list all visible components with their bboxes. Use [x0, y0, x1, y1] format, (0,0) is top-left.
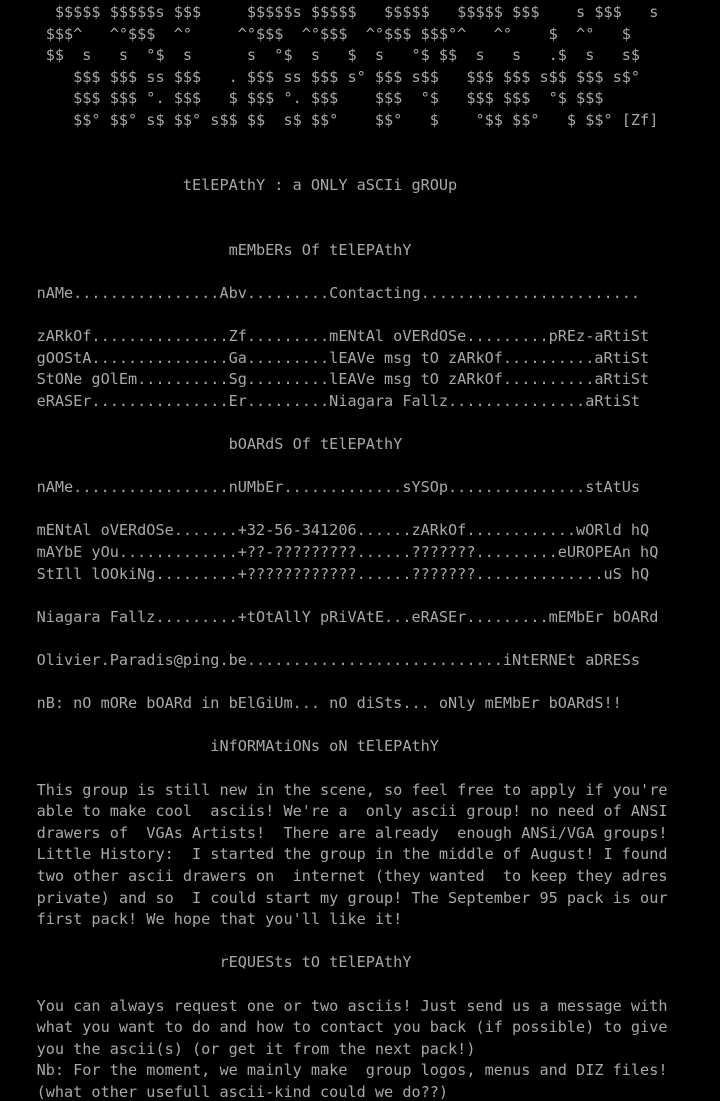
text-line: two other ascii drawers on internet (they wanted to keep they adres: [0, 867, 668, 885]
text-line: what you want to do and how to contact you back (if possible) to give: [0, 1018, 668, 1037]
text-line: private) and so I could start my group! The September 95 pack is our: [0, 888, 668, 907]
text-line: mEMbERs Of tElEPAthY: [0, 240, 412, 259]
text-line: (what other usefull ascii-kind could we do??): [0, 1083, 449, 1101]
text-line: nAMe................Abv.........Contacting........................: [0, 283, 641, 302]
text-line: tElEPAthY : a ONLY aSCIi gROUp: [0, 175, 458, 194]
text-line: Little History: I started the group in the middle of August! I found: [0, 845, 668, 864]
text-line: zARkOf...............Zf.........mENtAl oVERdOSe.........pREz-aRtiSt: [0, 327, 650, 345]
text-line: able to make cool asciis! We're a only ascii group! no need of ANSI: [0, 802, 668, 821]
text-line: $$° $$° s$ $$° s$$ $$ s$ $$° $$° $ °$$ $$° $ $$° [Zf]: [0, 111, 659, 129]
text-line: This group is still new in the scene, so feel free to apply if you're: [0, 780, 668, 799]
text-line: first pack! We hope that you'll like it!: [0, 910, 403, 929]
text-line: Nb: For the moment, we mainly make group logos, menus and DIZ files!: [0, 1061, 668, 1080]
text-line: you the ascii(s) (or get it from the next pack!): [0, 1039, 476, 1058]
text-line: $$$ $$$ ss $$$ . $$$ ss $$$ s° $$$ s$$ $$$ $$$ s$$ $$$ s$°: [0, 67, 641, 86]
text-line: drawers of VGAs Artists! There are already enough ANSi/VGA groups!: [0, 823, 668, 842]
text-line: rEQUESts tO tElEPAthY: [0, 953, 412, 972]
text-line: mAYbE yOu.............+??-?????????......???????.........eUROPEAn hQ: [0, 543, 659, 561]
text-line: You can always request one or two asciis! Just send us a message with: [0, 996, 668, 1015]
text-line: $$$$$ $$$$$s $$$ $$$$$s $$$$$ $$$$$ $$$$$ $$$ s $$$ s: [0, 3, 659, 21]
text-line: $$$^ ^°$$$ ^° ^°$$$ ^°$$$ ^°$$$ $$$°^ ^° $ ^° $: [0, 24, 631, 43]
text-line: iNfORMAtiONs oN tElEPAthY: [0, 737, 439, 756]
text-line: $$ s s °$ s s °$ s $ s °$ $$ s s .$ s s$: [0, 46, 641, 65]
text-line: nAMe.................nUMbEr.............sYSOp...............stAtUs: [0, 478, 641, 497]
text-line: eRASEr...............Er.........Niagara Fallz...............aRtiSt: [0, 391, 641, 410]
text-line: StONe gOlEm..........Sg.........lEAVe msg tO zARkOf..........aRtiSt: [0, 370, 650, 389]
text-line: Niagara Fallz.........+tOtAllY pRiVAtE...eRASEr.........mEMbEr bOARd: [0, 607, 659, 626]
text-line: $$$ $$$ °. $$$ $ $$$ °. $$$ $$$ °$ $$$ $$$ °$ $$$: [0, 89, 604, 108]
text-line: mENtAl oVERdOSe.......+32-56-341206......zARkOf............wORld hQ: [0, 521, 650, 540]
text-line: Olivier.Paradis@ping.be............................iNtERNEt aDRESs: [0, 651, 641, 669]
text-line: StIll lOOkiNg.........+????????????......???????..............uS hQ: [0, 564, 650, 583]
text-line: bOARdS Of tElEPAthY: [0, 435, 403, 453]
text-line: nB: nO mORe bOARd in bElGiUm... nO diSts... oNly mEMbEr bOARdS!!: [0, 694, 622, 713]
text-line: gOOStA...............Ga.........lEAVe msg tO zARkOf..........aRtiSt: [0, 348, 650, 367]
